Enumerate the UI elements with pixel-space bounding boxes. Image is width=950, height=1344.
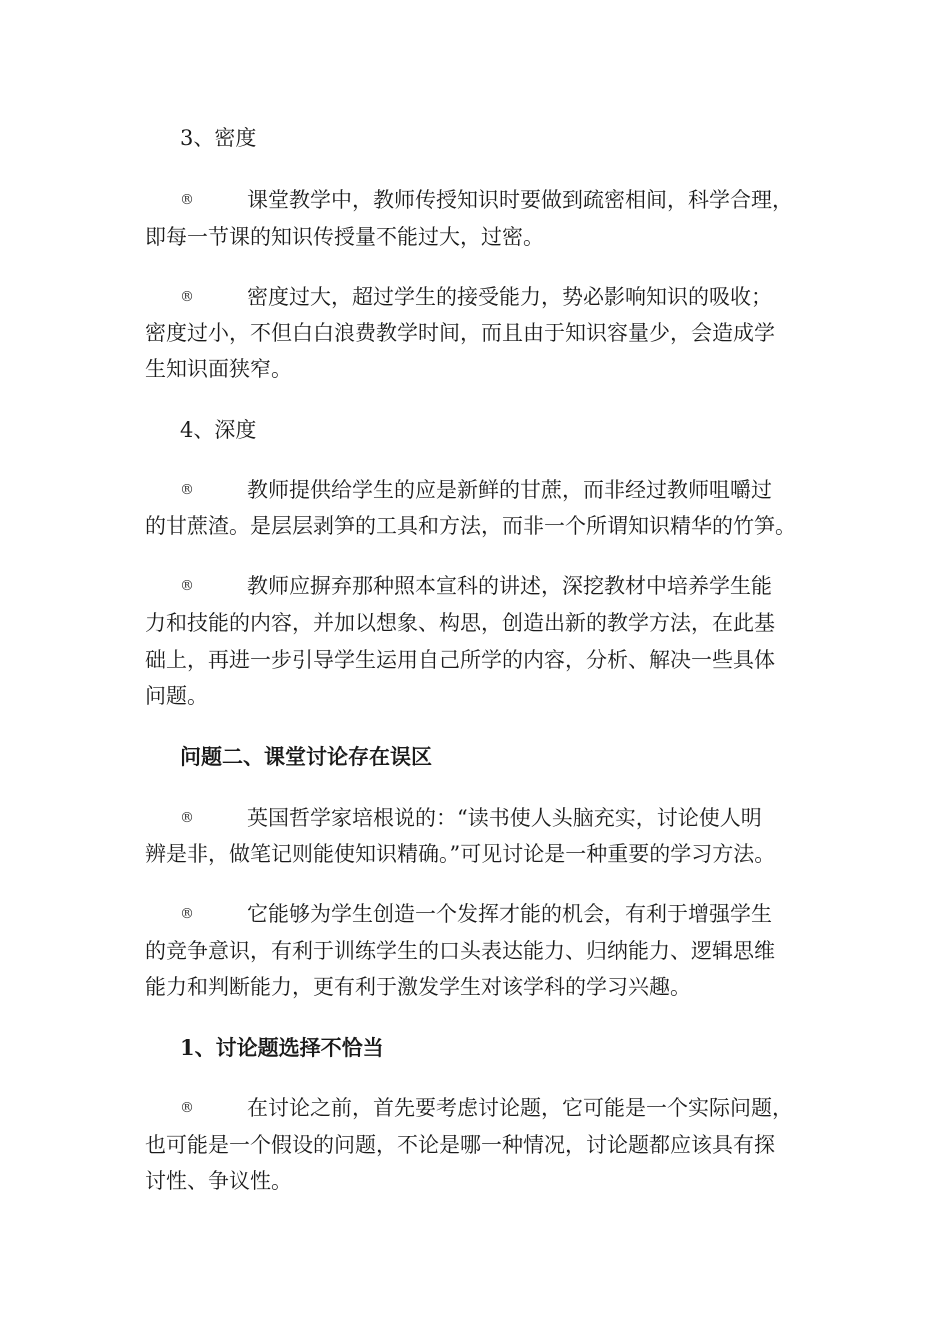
paragraph-line: 问题。	[145, 684, 208, 708]
paragraph-line: 讨性、争议性。	[145, 1169, 292, 1193]
bullet-marker: ®	[180, 192, 194, 208]
paragraph-line: 它能够为学生创造一个发挥才能的机会，有利于增强学生	[247, 902, 772, 926]
paragraph-line: 英国哲学家培根说的：“读书使人头脑充实，讨论使人明	[247, 806, 762, 830]
bullet-marker: ®	[180, 289, 194, 305]
paragraph-line: 课堂教学中，教师传授知识时要做到疏密相间，科学合理，	[247, 188, 793, 212]
paragraph-line: 教师提供给学生的应是新鲜的甘蔗，而非经过教师咀嚼过	[247, 478, 772, 502]
heading-problem-two: 问题二、课堂讨论存在误区	[180, 745, 432, 769]
paragraph-line: 础上，再进一步引导学生运用自己所学的内容，分析、解决一些具体	[145, 648, 775, 672]
paragraph-line: 的竞争意识，有利于训练学生的口头表达能力、归纳能力、逻辑思维	[145, 939, 775, 963]
paragraph-line: 密度过大，超过学生的接受能力，势必影响知识的吸收；	[247, 285, 772, 309]
paragraph-line: 在讨论之前，首先要考虑讨论题，它可能是一个实际问题，	[247, 1096, 793, 1120]
paragraph-line: 辨是非，做笔记则能使知识精确。”可见讨论是一种重要的学习方法。	[145, 842, 776, 866]
bullet-marker: ®	[180, 810, 194, 826]
paragraph-line: 的甘蔗渣。是层层剥笋的工具和方法，而非一个所谓知识精华的竹笋。	[145, 514, 796, 538]
bullet-marker: ®	[180, 1100, 194, 1116]
paragraph-line: 即每一节课的知识传授量不能过大，过密。	[145, 225, 544, 249]
paragraph-line: 教师应摒弃那种照本宣科的讲述，深挖教材中培养学生能	[247, 574, 772, 598]
heading-density: 3、密度	[180, 126, 257, 150]
heading-depth: 4、深度	[180, 418, 257, 442]
paragraph-line: 也可能是一个假设的问题，不论是哪一种情况，讨论题都应该具有探	[145, 1133, 775, 1157]
bullet-marker: ®	[180, 578, 194, 594]
heading-discussion-topic: 1、讨论题选择不恰当	[180, 1036, 384, 1060]
paragraph-line: 力和技能的内容，并加以想象、构思，创造出新的教学方法，在此基	[145, 611, 775, 635]
paragraph-line: 生知识面狭窄。	[145, 357, 292, 381]
paragraph-line: 能力和判断能力，更有利于激发学生对该学科的学习兴趣。	[145, 975, 691, 999]
bullet-marker: ®	[180, 906, 194, 922]
bullet-marker: ®	[180, 482, 194, 498]
paragraph-line: 密度过小，不但白白浪费教学时间，而且由于知识容量少，会造成学	[145, 321, 775, 345]
